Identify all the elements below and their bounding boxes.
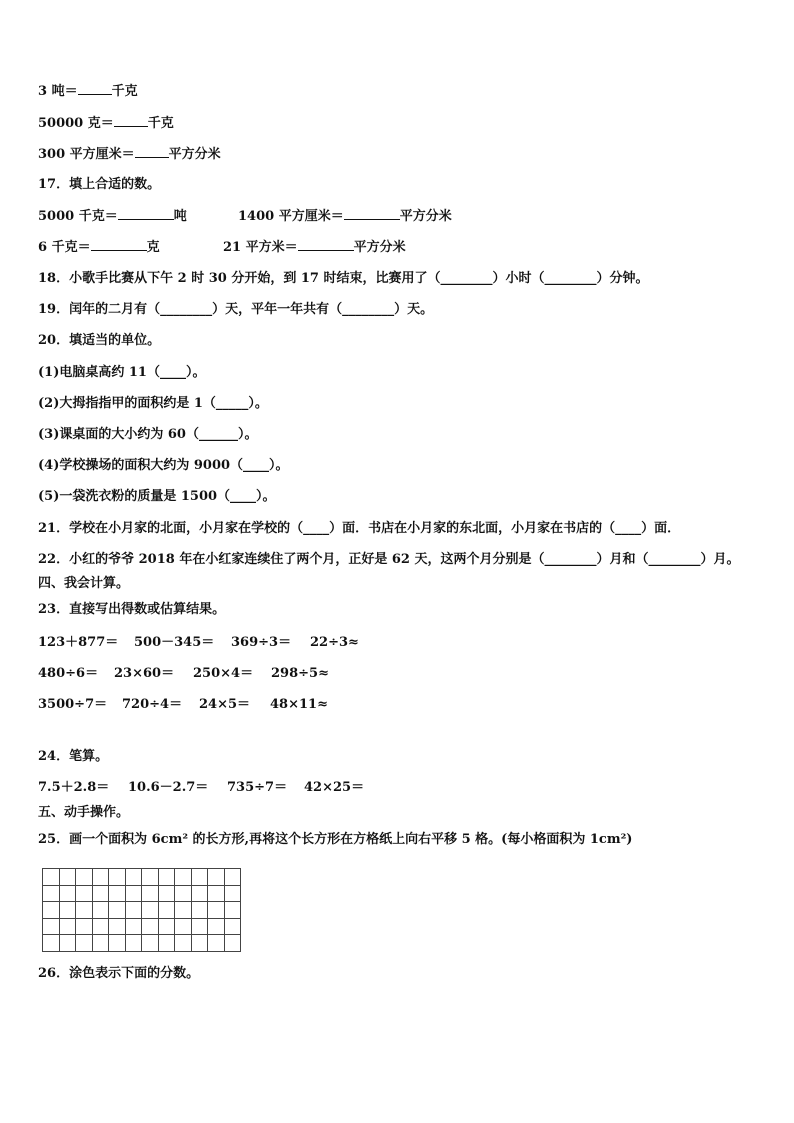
grid-cell[interactable] [43, 902, 60, 919]
question-20-5: (5)一袋洗衣粉的质量是 1500（____）。 [38, 489, 276, 504]
calc-item: 480÷6＝ [38, 666, 99, 681]
grid-cell[interactable] [92, 902, 109, 919]
answer-blank[interactable] [298, 238, 354, 251]
question-18: 18．小歌手比赛从下午 2 时 30 分开始，到 17 时结束，比赛用了（________）小时（________）分钟。 [38, 271, 649, 286]
text: 千克 [111, 84, 138, 99]
calc-item: 23×60＝ [114, 666, 175, 681]
grid-cell[interactable] [76, 869, 93, 886]
grid-cell[interactable] [142, 885, 159, 902]
question-20-2: (2)大拇指指甲的面积约是 1（_____）。 [38, 396, 268, 411]
text: 6 千克＝ [38, 240, 91, 255]
calc-item: 24×5＝ [199, 697, 251, 712]
grid-cell[interactable] [175, 869, 192, 886]
grid-cell[interactable] [175, 902, 192, 919]
grid-cell[interactable] [59, 918, 76, 935]
grid-cell[interactable] [59, 902, 76, 919]
grid-cell[interactable] [191, 869, 208, 886]
grid-cell[interactable] [158, 902, 175, 919]
grid-paper[interactable] [42, 868, 241, 952]
grid-cell[interactable] [224, 885, 241, 902]
grid-cell[interactable] [109, 918, 126, 935]
question-20: 20．填适当的单位。 [38, 333, 161, 348]
calc-item: 720÷4＝ [122, 697, 183, 712]
grid-cell[interactable] [224, 902, 241, 919]
calc-item: 42×25＝ [304, 780, 365, 795]
text: 平方分米 [399, 209, 452, 224]
calc-item: 3500÷7＝ [38, 697, 108, 712]
grid-cell[interactable] [92, 918, 109, 935]
grid-cell[interactable] [175, 935, 192, 952]
grid-cell[interactable] [109, 869, 126, 886]
grid-cell[interactable] [158, 918, 175, 935]
grid-cell[interactable] [191, 902, 208, 919]
grid-row [43, 935, 241, 952]
text: 21 平方米＝ [223, 240, 298, 255]
text: 1400 平方厘米＝ [238, 209, 344, 224]
section-4-heading: 四、我会计算。 [38, 576, 130, 591]
question-25: 25．画一个面积为 6cm² 的长方形,再将这个长方形在方格纸上向右平移 5 格。(每小格面积为 1cm²) [38, 832, 633, 847]
grid-row [43, 869, 241, 886]
grid-cell[interactable] [125, 918, 142, 935]
text: 50000 克＝ [38, 116, 114, 131]
text: 克 [146, 240, 160, 255]
calc-item: 735÷7＝ [227, 780, 288, 795]
grid-cell[interactable] [109, 885, 126, 902]
question-20-1: (1)电脑桌高约 11（____）。 [38, 365, 206, 380]
question-17: 17．填上合适的数。 [38, 177, 161, 192]
grid-cell[interactable] [191, 935, 208, 952]
text: 300 平方厘米＝ [38, 147, 135, 162]
question-23: 23．直接写出得数或估算结果。 [38, 602, 226, 617]
grid-cell[interactable] [59, 869, 76, 886]
calc-item: 10.6－2.7＝ [128, 780, 209, 795]
grid-cell[interactable] [191, 918, 208, 935]
grid-cell[interactable] [224, 918, 241, 935]
grid-cell[interactable] [76, 885, 93, 902]
grid-cell[interactable] [59, 885, 76, 902]
grid-cell[interactable] [43, 918, 60, 935]
text: 平方分米 [168, 147, 221, 162]
calc-item: 48×11≈ [270, 697, 328, 712]
grid-cell[interactable] [224, 869, 241, 886]
question-21: 21．学校在小月家的北面，小月家在学校的（____）面．书店在小月家的东北面，小月家在书店的（____）面． [38, 521, 681, 536]
grid-cell[interactable] [59, 935, 76, 952]
answer-blank[interactable] [118, 207, 174, 220]
grid-cell[interactable] [76, 918, 93, 935]
grid-cell[interactable] [142, 902, 159, 919]
answer-blank[interactable] [344, 207, 400, 220]
grid-cell[interactable] [208, 902, 225, 919]
conversion-line-3 [38, 145, 221, 164]
answer-blank[interactable] [91, 238, 147, 251]
section-5-heading: 五、动手操作。 [38, 805, 130, 820]
grid-cell[interactable] [208, 918, 225, 935]
grid-cell[interactable] [43, 869, 60, 886]
question-20-3: (3)课桌面的大小约为 60（______）。 [38, 427, 258, 442]
grid-cell[interactable] [224, 935, 241, 952]
question-19: 19．闰年的二月有（________）天，平年一年共有（________）天。 [38, 302, 434, 317]
grid-cell[interactable] [142, 935, 159, 952]
grid-cell[interactable] [208, 885, 225, 902]
answer-blank[interactable] [114, 114, 148, 127]
conversion-line-1 [38, 82, 138, 101]
grid-cell[interactable] [191, 885, 208, 902]
grid-cell[interactable] [43, 885, 60, 902]
text: 平方分米 [353, 240, 406, 255]
grid-cell[interactable] [92, 935, 109, 952]
answer-blank[interactable] [78, 82, 112, 95]
grid-cell[interactable] [208, 935, 225, 952]
grid-cell[interactable] [109, 935, 126, 952]
text: 吨 [173, 209, 187, 224]
text: 5000 千克＝ [38, 209, 118, 224]
grid-cell[interactable] [158, 869, 175, 886]
grid-cell[interactable] [43, 935, 60, 952]
grid-cell[interactable] [109, 902, 126, 919]
grid-cell[interactable] [175, 918, 192, 935]
grid-cell[interactable] [76, 935, 93, 952]
grid-row [43, 918, 241, 935]
grid-row [43, 902, 241, 919]
grid-cell[interactable] [175, 885, 192, 902]
answer-blank[interactable] [135, 145, 169, 158]
grid-cell[interactable] [142, 918, 159, 935]
question-20-4: (4)学校操场的面积大约为 9000（____）。 [38, 458, 289, 473]
calc-item: 123＋877＝ [38, 635, 119, 650]
calc-item: 369÷3＝ [231, 635, 292, 650]
grid-cell[interactable] [92, 869, 109, 886]
text: 3 吨＝ [38, 84, 78, 99]
calc-item: 500－345＝ [134, 635, 215, 650]
grid-cell[interactable] [208, 869, 225, 886]
grid-cell[interactable] [142, 869, 159, 886]
grid-cell[interactable] [125, 869, 142, 886]
grid-cell[interactable] [92, 885, 109, 902]
calc-item: 7.5＋2.8＝ [38, 780, 110, 795]
calc-item: 298÷5≈ [271, 666, 329, 681]
grid-row [43, 885, 241, 902]
grid-cell[interactable] [125, 902, 142, 919]
question-24: 24．笔算。 [38, 749, 109, 764]
question-26: 26．涂色表示下面的分数。 [38, 966, 200, 981]
text: 千克 [147, 116, 174, 131]
grid-cell[interactable] [158, 935, 175, 952]
calc-item: 250×4＝ [193, 666, 254, 681]
grid-cell[interactable] [158, 885, 175, 902]
grid-cell[interactable] [125, 935, 142, 952]
conversion-line-2 [38, 114, 174, 133]
grid-cell[interactable] [76, 902, 93, 919]
calc-item: 22÷3≈ [310, 635, 359, 650]
question-22: 22．小红的爷爷 2018 年在小红家连续住了两个月，正好是 62 天，这两个月分别是（________）月和（________）月。 [38, 552, 740, 567]
grid-cell[interactable] [125, 885, 142, 902]
